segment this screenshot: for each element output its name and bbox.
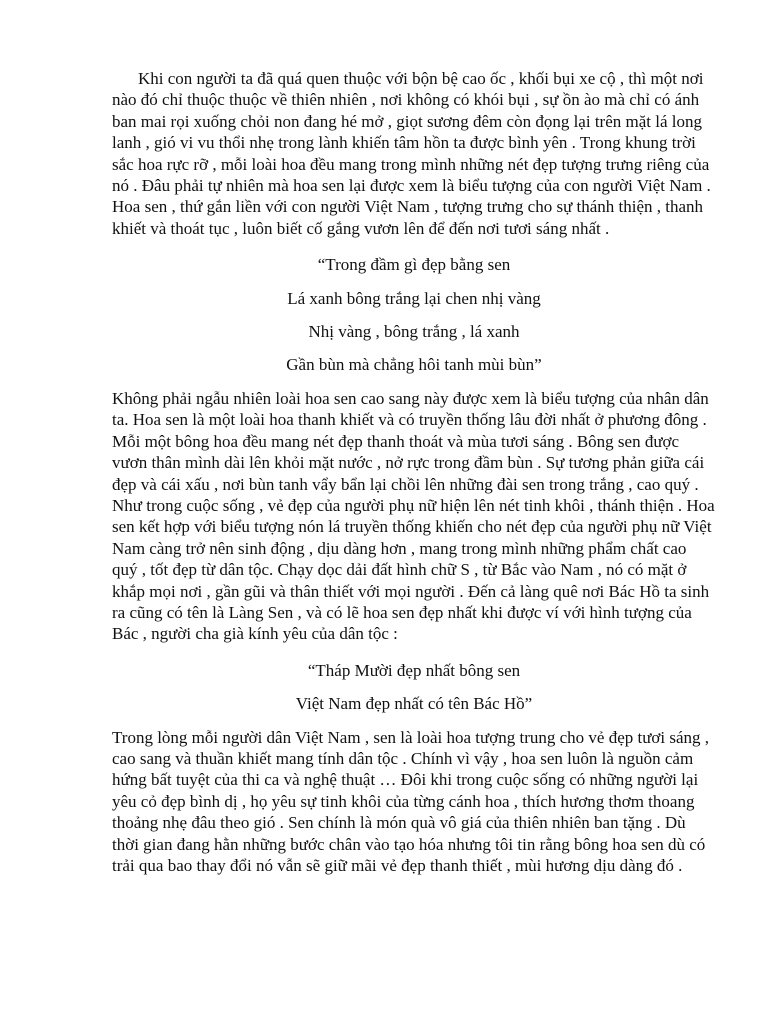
poem-line: Gần bùn mà chẳng hôi tanh mùi bùn” — [286, 355, 542, 375]
poem-line: “Tháp Mười đẹp nhất bông sen — [307, 660, 521, 680]
poem-line: “Trong đầm gì đẹp bằng sen — [317, 255, 511, 275]
paragraph-symbol: Không phải ngẫu nhiên loài hoa sen cao sang này được xem là biểu tượng của nhân dân ta. Hoa sen là một loài hoa thanh khiết và có truyền thống lâu đời nhất ở phương đông . Mỗi một bông hoa đều mang nét đẹp thanh thoát và mùa tươi sáng . Bông sen được vươn thân mình dài lên khỏi mặt nước , nở rực trong đầm bùn . Sự tương phản giữa cái đẹp và cái xấu , nơi bùn tanh vẩy bẩn lại chồi lên những đài sen trong trắng , cao quý . Như trong cuộc sống , vẻ đẹp của người phụ nữ hiện lên nét tinh khôi , thánh thiện . Hoa sen kết hợp với biểu tượng nón lá truyền thống khiến cho nét đẹp của người phụ nữ Việt Nam càng trở nên sinh động , dịu dàng hơn , mang trong mình những phẩm chất cao quý , tốt đẹp từ dân tộc. Chạy dọc dải đất hình chữ S , từ Bắc vào Nam , nó có mặt ở khắp mọi nơi , gần gũi và thân thiết với mọi người . Đến cả làng quê nơi Bác Hồ ta sinh ra cũng có tên là Làng Sen , và có lẽ hoa sen đẹp nhất khi được ví với hình tượng của Bác , người cha già kính yêu của dân tộc : — [112, 388, 715, 644]
paragraph-intro: Khi con người ta đã quá quen thuộc với bộn bệ cao ốc , khối bụi xe cộ , thì một nơi nào đó chỉ thuộc thuộc về thiên nhiên , nơi không có khói bụi , sự ồn ào mà chỉ có ánh ban mai rọi xuống chỏi non đang hé mở , giọt sương đêm còn đọng lại trên mặt lá long lanh , gió vi vu thổi nhẹ trong lành khiến tâm hồn ta được bình yên . Trong khung trời sắc hoa rực rỡ , mỗi loài hoa đều mang trong mình những nét đẹp tượng trưng riêng của nó . Đâu phải tự nhiên mà hoa sen lại được xem là biểu tượng của con người Việt Nam . Hoa sen , thứ gắn liền với con người Việt Nam , tượng trưng cho sự thánh thiện , thanh khiết và thoát tục , luôn biết cố gắng vươn lên để đến nơi tươi sáng nhất . — [112, 69, 711, 238]
paragraph-conclusion: Trong lòng mỗi người dân Việt Nam , sen là loài hoa tượng trung cho vẻ đẹp tươi sáng , cao sang và thuần khiết mang tính dân tộc . Chính vì vậy , hoa sen luôn là nguồn cảm hứng bất tuyệt của thi ca và nghệ thuật … Đôi khi trong cuộc sống có những người lại yêu cỏ đẹp bình dị , họ yêu sự tinh khôi của từng cánh hoa , thích hương thơm thoang thoảng nhẹ đâu theo gió . Sen chính là món quà vô giá của thiên nhiên ban tặng . Dù thời gian đang hằn những bước chân vào tạo hóa nhưng tôi tin rằng bông hoa sen dù có trải qua bao thay đổi nó vẫn sẽ giữ mãi vẻ đẹp thanh thiết , mùi hương dịu dàng đó . — [112, 727, 710, 875]
poem-line: Nhị vàng , bông trắng , lá xanh — [308, 322, 520, 342]
poem-line: Việt Nam đẹp nhất có tên Bác Hồ” — [295, 694, 533, 714]
poem-thap-muoi — [112, 660, 716, 715]
poem-lotus-pond — [112, 254, 716, 376]
poem-line: Lá xanh bông trắng lại chen nhị vàng — [287, 288, 541, 308]
